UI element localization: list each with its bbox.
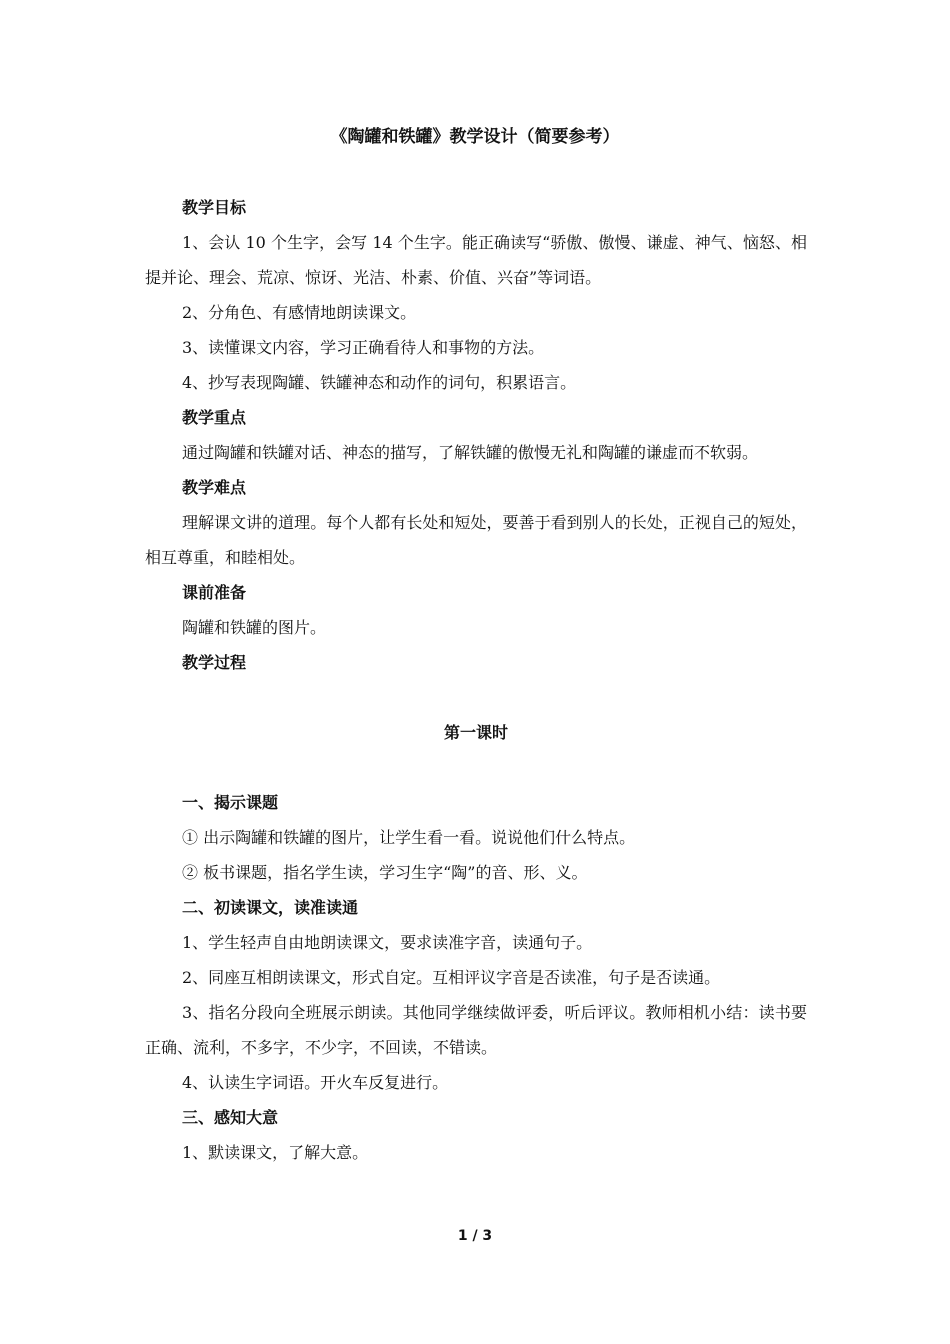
lesson-title: 第一课时 [443,723,508,742]
part-heading-reveal-topic: 一、揭示课题 [182,793,279,812]
section-heading-goals: 教学目标 [182,198,247,217]
document-body [145,190,807,1170]
preparation-text: 陶罐和铁罐的图片。 [182,618,327,637]
part2-item: 1、学生轻声自由地朗读课文，要求读准字音，读通句子。 [182,933,593,952]
goal-item: 3、读懂课文内容，学习正确看待人和事物的方法。 [182,338,545,357]
part1-item: ② 板书课题，指名学生读，学习生字“陶”的音、形、义。 [182,863,588,882]
part2-item: 3、指名分段向全班展示朗读。其他同学继续做评委，听后评议。教师相机小结：读书要正确、流利，不多字，不少字，不回读，不错读。 [145,1003,807,1057]
section-heading-key-points: 教学重点 [182,408,247,427]
part2-item: 4、认读生字词语。开火车反复进行。 [182,1073,449,1092]
section-heading-preparation: 课前准备 [182,583,247,602]
page-indicator: 1 / 3 [457,1228,493,1244]
part3-item: 1、默读课文，了解大意。 [182,1143,369,1162]
part1-item: ① 出示陶罐和铁罐的图片，让学生看一看。说说他们什么特点。 [182,828,636,847]
section-heading-process: 教学过程 [182,653,247,672]
key-points-text: 通过陶罐和铁罐对话、神态的描写，了解铁罐的傲慢无礼和陶罐的谦虚而不软弱。 [182,443,759,462]
part2-item: 2、同座互相朗读课文，形式自定。互相评议字音是否读准，句子是否读通。 [182,968,721,987]
document-title: 《陶罐和铁罐》教学设计（简要参考） [330,127,620,147]
goal-item: 4、抄写表现陶罐、铁罐神态和动作的词句，积累语言。 [182,373,577,392]
goal-item: 2、分角色、有感情地朗读课文。 [182,303,417,322]
part-heading-perceive-meaning: 三、感知大意 [182,1108,279,1127]
difficulties-text: 理解课文讲的道理。每个人都有长处和短处，要善于看到别人的长处，正视自己的短处，相互尊重，和睦相处。 [145,513,807,567]
section-heading-difficulties: 教学难点 [182,478,247,497]
part-heading-first-reading: 二、初读课文，读准读通 [182,898,359,917]
goal-item: 1、会认 10 个生字，会写 14 个生字。能正确读写“骄傲、傲慢、谦虚、神气、恼怒、相提并论、理会、荒凉、惊讶、光洁、朴素、价值、兴奋”等词语。 [145,233,807,287]
